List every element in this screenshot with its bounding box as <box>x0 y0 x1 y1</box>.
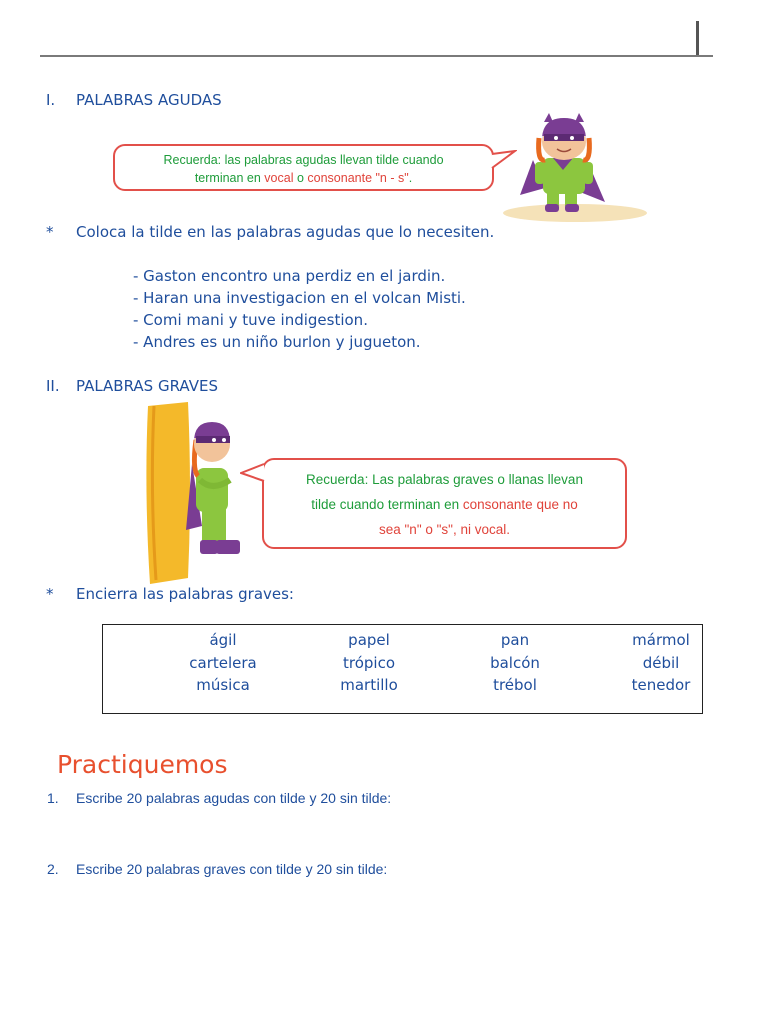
word-item: pan <box>500 631 530 649</box>
reminder-agudas-suffix: . <box>408 171 413 185</box>
bubble-tail-graves <box>240 461 265 485</box>
sentence-list-agudas <box>133 265 466 353</box>
task-number: 2. <box>47 861 59 877</box>
word-item: papel <box>348 631 390 649</box>
reminder-bubble-graves <box>262 458 627 549</box>
task-number: 1. <box>47 790 59 806</box>
reminder-agudas-line1: Recuerda: las palabras agudas llevan tilde cuando <box>163 153 444 167</box>
section-1-heading <box>46 91 222 109</box>
reminder-bubble-agudas <box>113 144 494 191</box>
task-item-1 <box>47 790 391 806</box>
sentence-item: - Haran una investigacion en el volcan Misti. <box>133 289 466 307</box>
word-item: trébol <box>493 676 537 694</box>
word-item: mármol <box>632 631 690 649</box>
header-rule <box>40 55 713 57</box>
section-2-heading <box>46 377 218 395</box>
word-item: martillo <box>340 676 398 694</box>
word-item: balcón <box>490 653 540 672</box>
task-item-2 <box>47 861 387 877</box>
reminder-agudas-line2 <box>115 169 492 187</box>
word-item: cartelera <box>189 653 257 672</box>
word-item: música <box>196 676 250 694</box>
section-2-title: PALABRAS GRAVES <box>76 377 218 395</box>
word-item: ágil <box>209 631 237 649</box>
sentence-item: - Andres es un niño burlon y jugueton. <box>133 333 421 351</box>
practice-title: Practiquemos <box>57 750 228 779</box>
reminder-graves-line2 <box>264 492 625 517</box>
word-column-3 <box>465 629 565 697</box>
instruction-agudas-marker: * <box>46 223 54 241</box>
instruction-graves-marker: * <box>46 585 54 603</box>
section-2-number: II. <box>46 377 60 395</box>
reminder-graves-suffix: que no <box>532 497 578 512</box>
section-1-number: I. <box>46 91 56 109</box>
reminder-graves-line1: Recuerda: Las palabras graves o llanas llevan <box>306 472 583 487</box>
reminder-graves-line3: sea "n" o "s", ni vocal. <box>379 522 510 537</box>
header-rule-tick <box>696 21 699 55</box>
word-column-4 <box>611 629 711 697</box>
word-item: tenedor <box>631 676 691 694</box>
reminder-agudas-consonante: consonante "n - s" <box>307 171 409 185</box>
sentence-item: - Comi mani y tuve indigestion. <box>133 311 368 329</box>
instruction-agudas <box>46 223 494 241</box>
word-box <box>102 624 703 714</box>
reminder-agudas-vocal: vocal <box>264 171 294 185</box>
section-1-title: PALABRAS AGUDAS <box>76 91 222 109</box>
sentence-item: - Gaston encontro una perdiz en el jardin. <box>133 267 446 285</box>
word-column-1 <box>173 629 273 697</box>
superhero-illustration-1 <box>495 110 655 225</box>
task-text: Escribe 20 palabras graves con tilde y 20 sin tilde: <box>76 861 388 877</box>
reminder-agudas-prefix: terminan en <box>194 171 265 185</box>
instruction-agudas-text: Coloca la tilde en las palabras agudas que lo necesiten. <box>76 223 495 241</box>
instruction-graves <box>46 585 294 603</box>
word-column-2 <box>319 629 419 697</box>
reminder-agudas-mid: o <box>293 171 308 185</box>
word-item: débil <box>642 653 680 672</box>
superhero-illustration-2 <box>140 400 250 588</box>
word-item: trópico <box>342 653 395 672</box>
reminder-graves-prefix: tilde cuando terminan en <box>311 497 463 512</box>
reminder-graves-consonante: consonante <box>462 497 533 512</box>
instruction-graves-text: Encierra las palabras graves: <box>76 585 294 603</box>
task-text: Escribe 20 palabras agudas con tilde y 20 sin tilde: <box>76 790 392 806</box>
